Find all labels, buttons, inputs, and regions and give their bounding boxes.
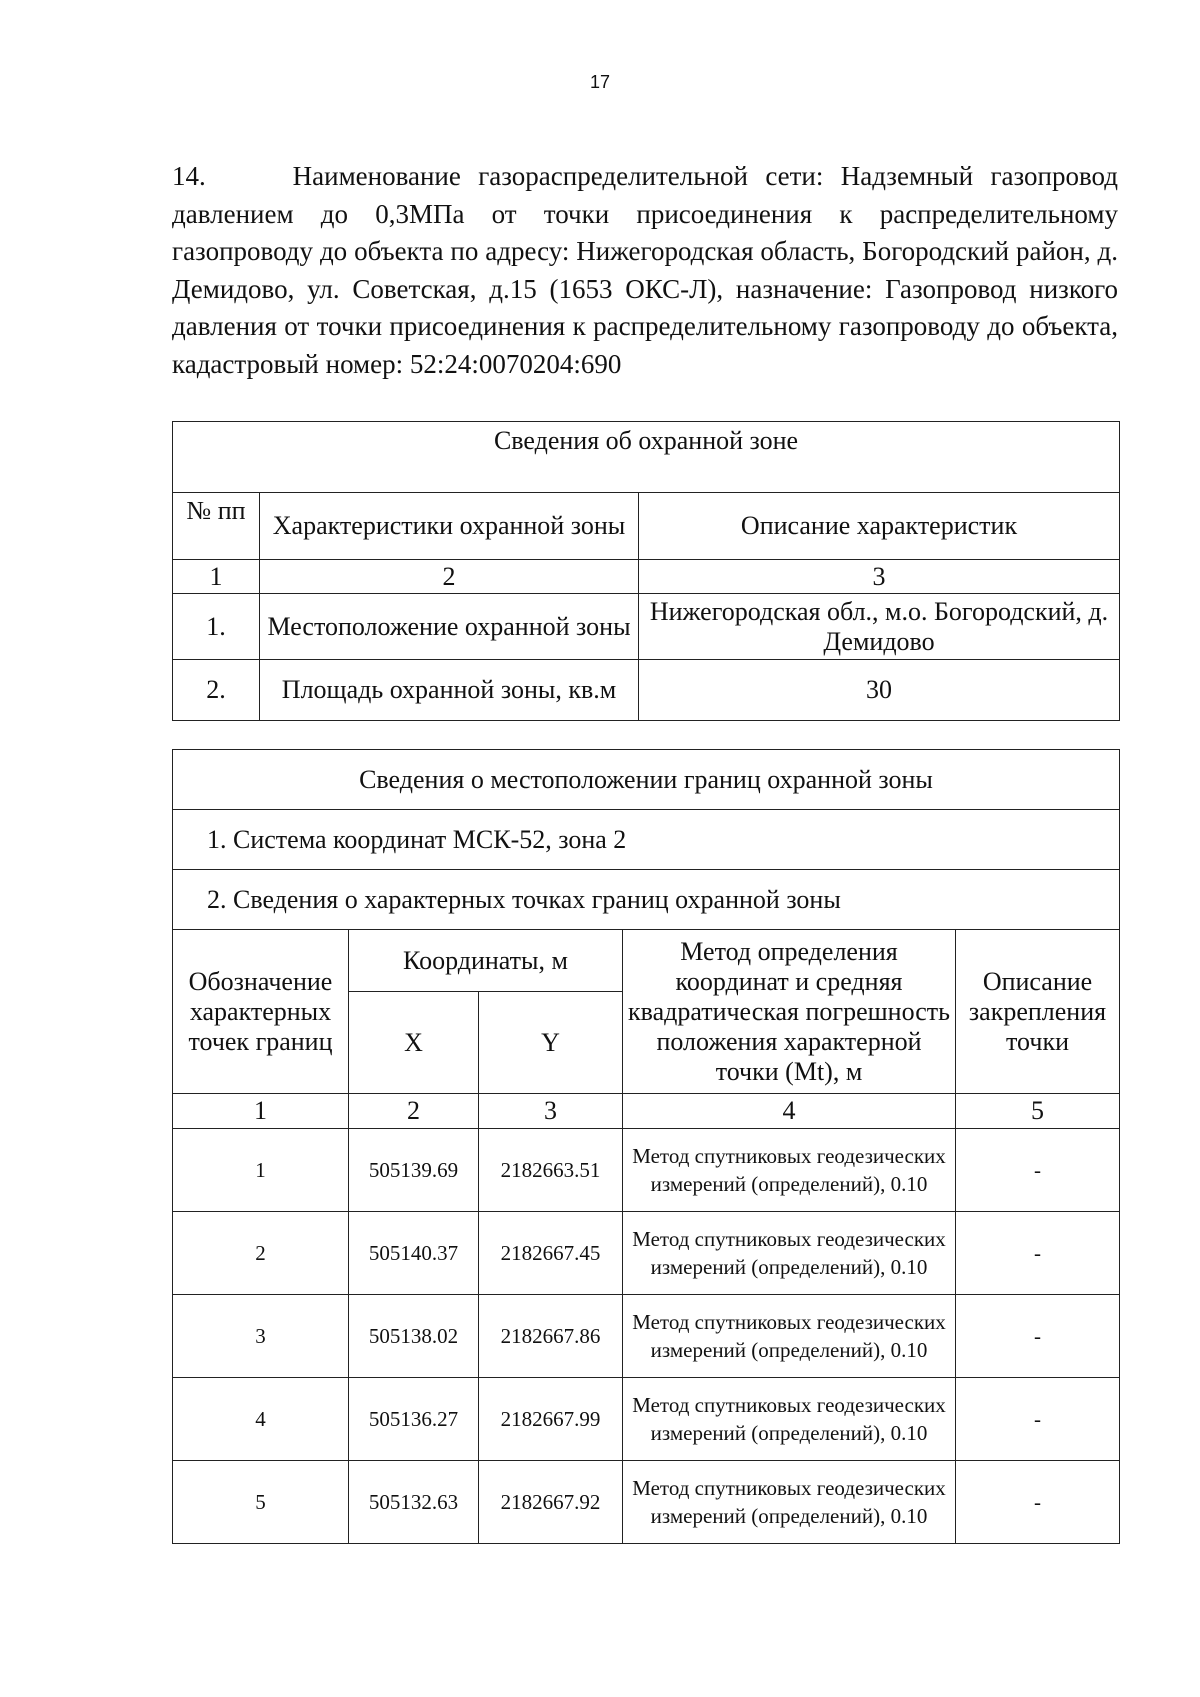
- point-method: Метод спутниковых геодезических измерений (определений), 0.10: [623, 1378, 956, 1461]
- point-x: 505136.27: [349, 1378, 479, 1461]
- point-x: 505139.69: [349, 1129, 479, 1212]
- zone-info-table: [172, 421, 1120, 721]
- header-description: Описание характеристик: [639, 493, 1120, 560]
- header-x: X: [349, 992, 479, 1094]
- points-subtitle: 2. Сведения о характерных точках границ охранной зоны: [173, 870, 1120, 930]
- point-method: Метод спутниковых геодезических измерений (определений), 0.10: [623, 1129, 956, 1212]
- col-number: 3: [639, 560, 1120, 594]
- col-number: 4: [623, 1094, 956, 1129]
- table-row: [173, 1378, 1120, 1461]
- row-num: 1.: [173, 594, 260, 660]
- header-fixing: Описание закрепления точки: [956, 930, 1120, 1094]
- point-method: Метод спутниковых геодезических измерений (определений), 0.10: [623, 1212, 956, 1295]
- point-id: 1: [173, 1129, 349, 1212]
- section-paragraph: 14. Наименование газораспределительной сети: Надземный газопровод давлением до 0,3МПа от точки присоединения к распределительному газопроводу до объекта по адресу: Нижегородская область, Богородский район, д. Демидово, ул. Советская, д.15 (1653 ОКС-Л), назначение: Газопровод низкого давления от точки присоединения к распределительному газопроводу до объекта, кадастровый номер: 52:24:0070204:690: [172, 161, 1118, 379]
- point-y: 2182663.51: [479, 1129, 623, 1212]
- header-num: № пп: [173, 493, 260, 560]
- col-number: 2: [260, 560, 639, 594]
- col-number: 1: [173, 560, 260, 594]
- point-y: 2182667.92: [479, 1461, 623, 1544]
- point-x: 505140.37: [349, 1212, 479, 1295]
- row-characteristic: Площадь охранной зоны, кв.м: [260, 660, 639, 721]
- coordinate-system: 1. Система координат МСК-52, зона 2: [173, 810, 1120, 870]
- point-fixing: -: [956, 1129, 1120, 1212]
- point-id: 5: [173, 1461, 349, 1544]
- point-fixing: -: [956, 1378, 1120, 1461]
- header-coordinates: Координаты, м: [349, 930, 623, 992]
- page-number: 17: [589, 72, 611, 92]
- point-id: 3: [173, 1295, 349, 1378]
- point-method: Метод спутниковых геодезических измерений (определений), 0.10: [623, 1295, 956, 1378]
- point-y: 2182667.45: [479, 1212, 623, 1295]
- point-fixing: -: [956, 1212, 1120, 1295]
- table-row: [173, 1461, 1120, 1544]
- col-number: 2: [349, 1094, 479, 1129]
- zone-info-title: Сведения об охранной зоне: [173, 422, 1120, 493]
- point-x: 505132.63: [349, 1461, 479, 1544]
- point-x: 505138.02: [349, 1295, 479, 1378]
- point-id: 2: [173, 1212, 349, 1295]
- header-characteristic: Характеристики охранной зоны: [260, 493, 639, 560]
- table-row: [173, 1129, 1120, 1212]
- col-number: 5: [956, 1094, 1120, 1129]
- col-number: 3: [479, 1094, 623, 1129]
- point-id: 4: [173, 1378, 349, 1461]
- header-designation: Обозначение характерных точек границ: [173, 930, 349, 1094]
- point-fixing: -: [956, 1295, 1120, 1378]
- row-num: 2.: [173, 660, 260, 721]
- row-description: 30: [639, 660, 1120, 721]
- boundary-title: Сведения о местоположении границ охранной зоны: [173, 750, 1120, 810]
- row-characteristic: Местоположение охранной зоны: [260, 594, 639, 660]
- boundary-table: [172, 749, 1120, 1544]
- point-fixing: -: [956, 1461, 1120, 1544]
- table-row: [173, 1212, 1120, 1295]
- point-y: 2182667.99: [479, 1378, 623, 1461]
- row-description: Нижегородская обл., м.о. Богородский, д. Демидово: [639, 594, 1120, 660]
- col-number: 1: [173, 1094, 349, 1129]
- header-method: Метод определения координат и средняя квадратическая погрешность положения характерной точки (Mt), м: [623, 930, 956, 1094]
- table-row: [173, 1295, 1120, 1378]
- point-method: Метод спутниковых геодезических измерений (определений), 0.10: [623, 1461, 956, 1544]
- header-y: Y: [479, 992, 623, 1094]
- point-y: 2182667.86: [479, 1295, 623, 1378]
